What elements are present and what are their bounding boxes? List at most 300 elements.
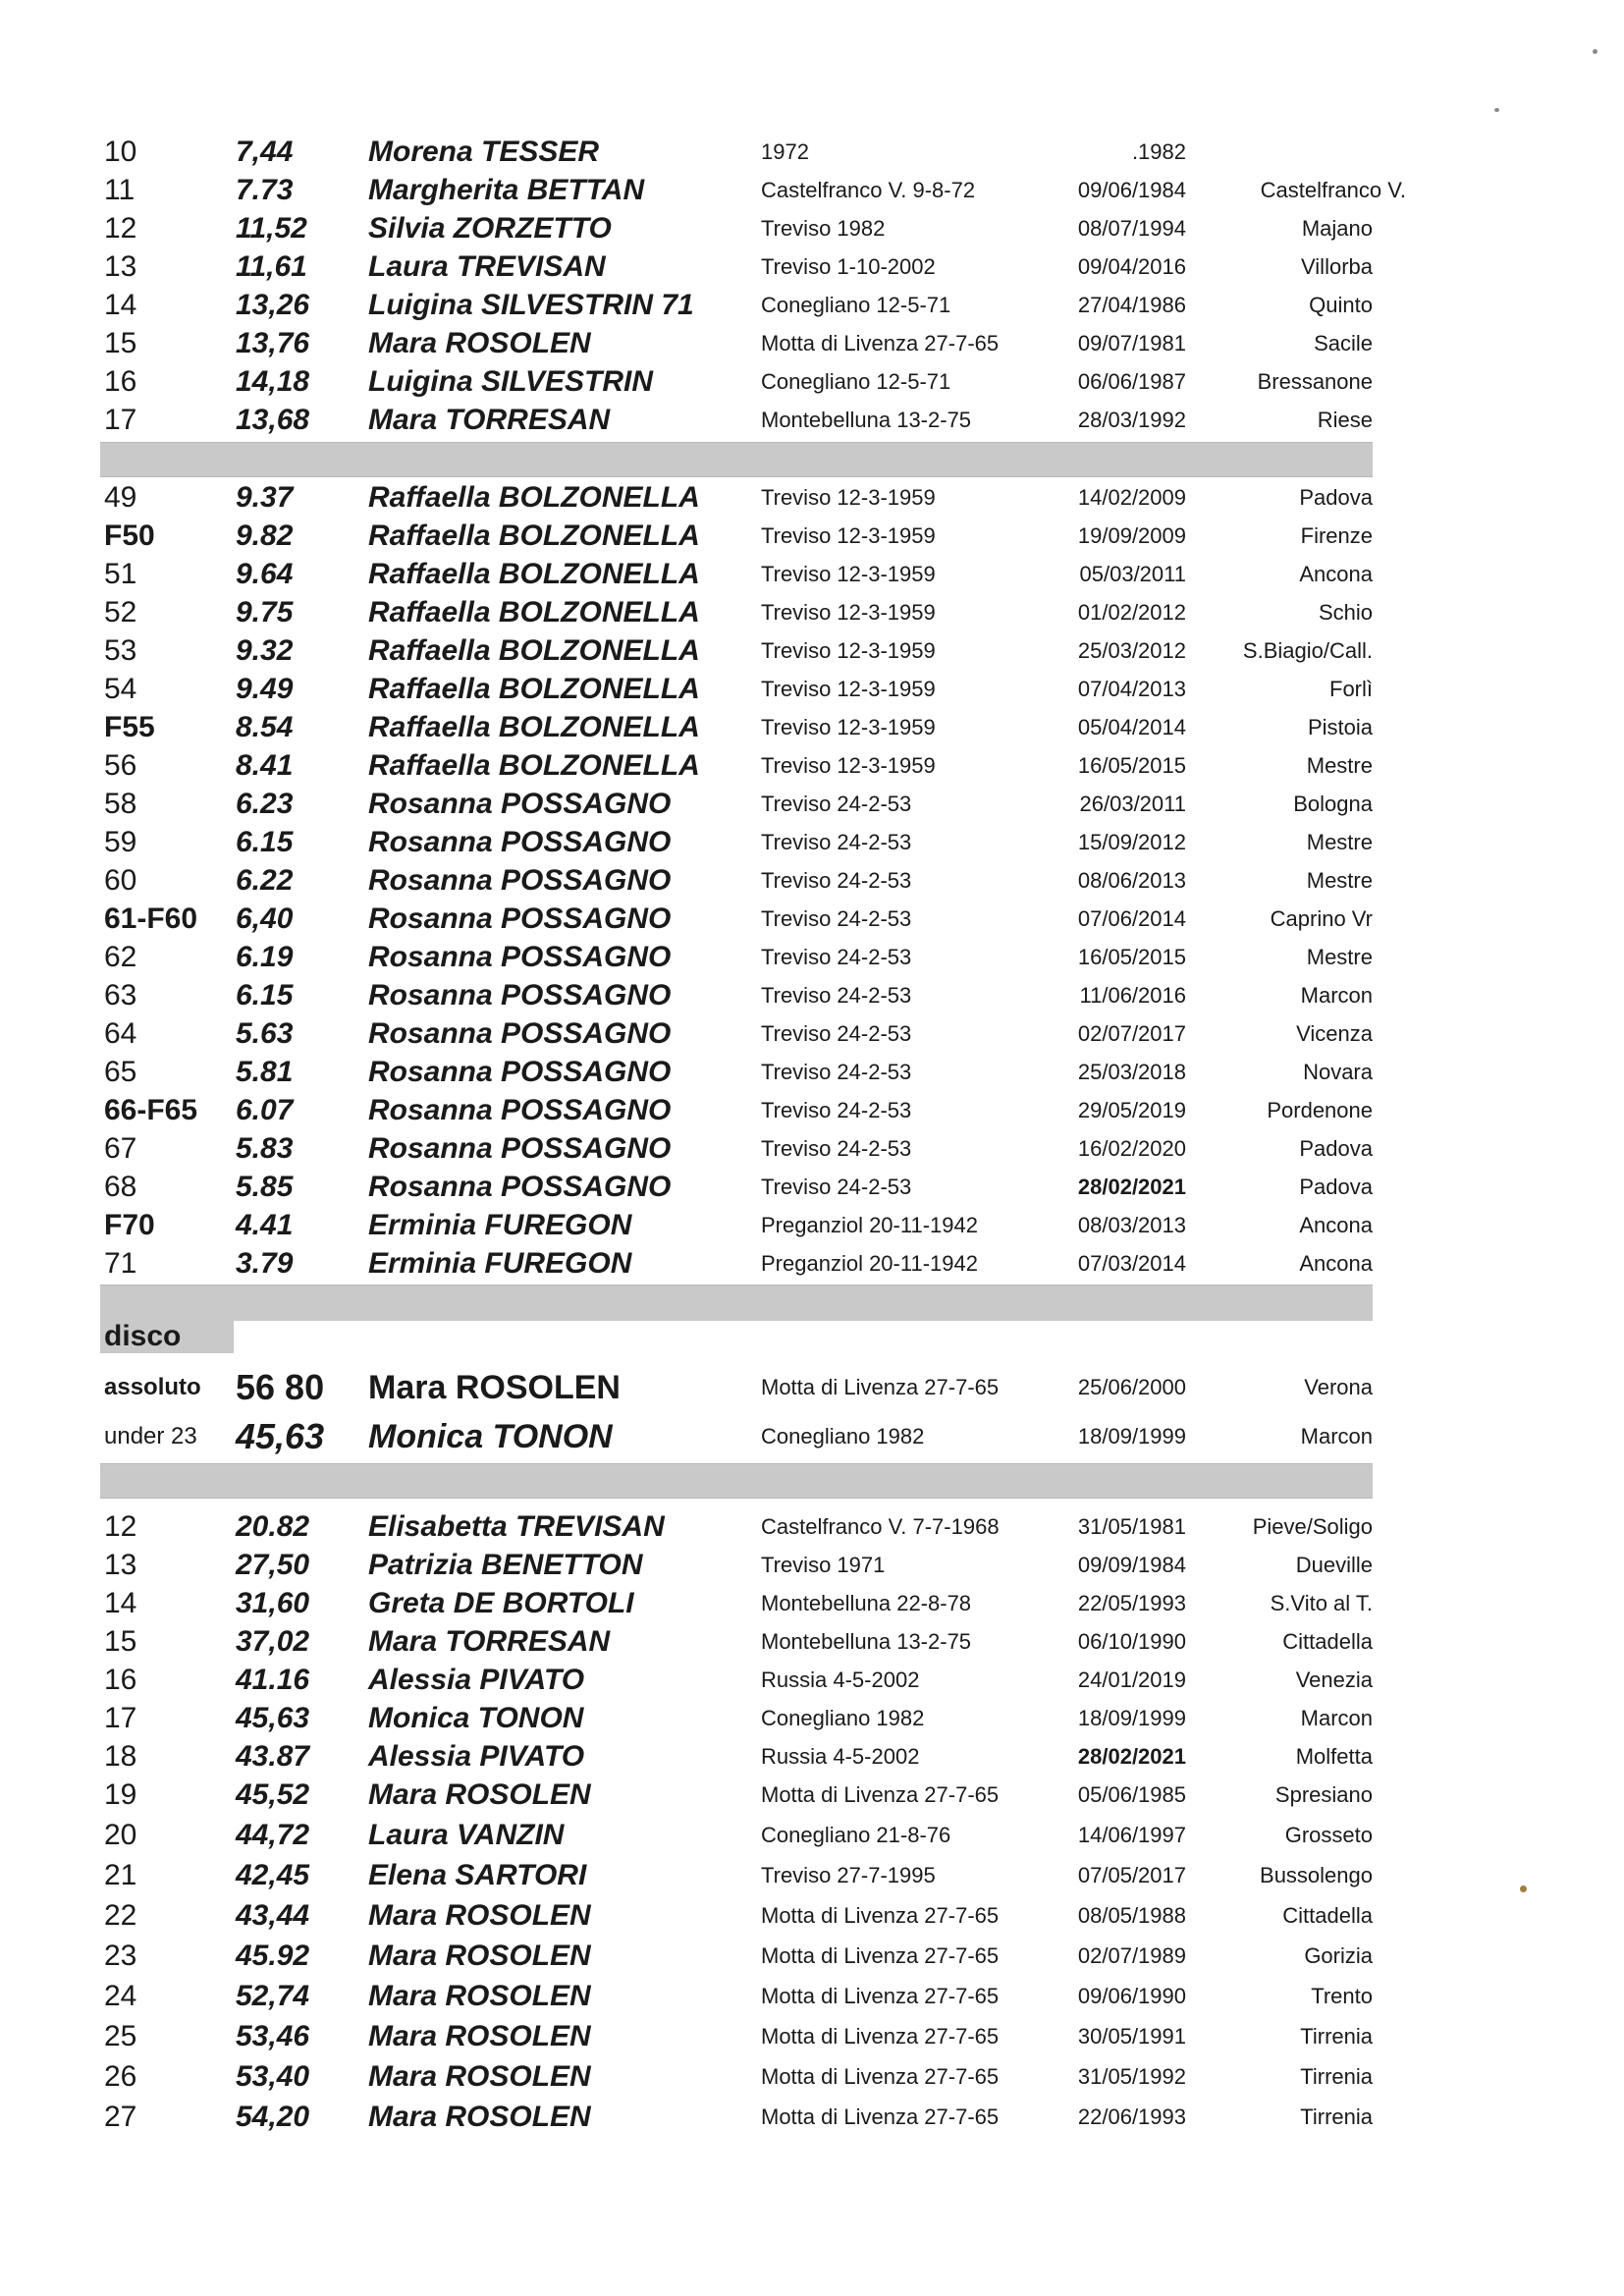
birth-info: Treviso 12-3-1959 [761,523,936,548]
record-place: Gorizia [1304,1943,1373,1968]
athlete-name: Elena SARTORI [368,1859,587,1891]
category: 68 [104,1171,137,1203]
table-row [98,287,1375,324]
athlete-name: Rosanna POSSAGNO [368,864,672,897]
record-place: Cittadella [1282,1903,1373,1928]
record-place: Mestre [1306,753,1373,778]
record-date: 06/06/1987 [1077,369,1186,394]
athlete-name: Rosanna POSSAGNO [368,902,672,935]
table-row [98,2058,1375,2096]
birth-info: Motta di Livenza 27-7-65 [761,2064,1000,2089]
mark: 6.19 [236,941,294,973]
category: under 23 [104,1423,197,1449]
birth-info: Motta di Livenza 27-7-65 [761,1943,1000,1968]
record-place: Quinto [1309,293,1373,317]
mark: 53,46 [236,2020,310,2052]
record-place: Vicenza [1296,1021,1373,1046]
record-date: 09/07/1981 [1077,331,1186,355]
birth-info: Conegliano 1982 [761,1424,925,1449]
record-date: 09/06/1984 [1077,178,1186,202]
record-date: 16/02/2020 [1077,1136,1186,1161]
record-date: 28/02/2021 [1077,1744,1186,1769]
athlete-name: Raffaella BOLZONELLA [368,749,700,782]
category: 54 [104,673,137,705]
category: 19 [104,1778,137,1811]
table-row [98,2099,1375,2136]
record-place: Mestre [1306,945,1373,969]
birth-info: Treviso 24-2-53 [761,945,912,969]
birth-info: Treviso 27-7-1995 [761,1863,936,1887]
record-date: 14/06/1997 [1077,1823,1186,1847]
table-row [98,824,1375,861]
athlete-name: Rosanna POSSAGNO [368,1056,672,1088]
birth-info: Treviso 24-2-53 [761,830,912,854]
birth-info: Treviso 12-3-1959 [761,562,936,586]
record-place: Mestre [1306,868,1373,893]
athlete-name: Rosanna POSSAGNO [368,1094,672,1126]
birth-info: Treviso 24-2-53 [761,906,912,931]
record-place: Tirrenia [1300,2024,1373,2049]
category: 16 [104,1664,137,1696]
table-row [98,1777,1375,1814]
table-row [98,518,1375,555]
category: 23 [104,1940,137,1972]
table-row [98,1817,1375,1854]
table-row [98,325,1375,362]
table-row [98,1897,1375,1935]
record-place: Cittadella [1282,1629,1373,1654]
birth-info: Castelfranco V. 9-8-72 [761,178,976,202]
table-row [98,556,1375,593]
scan-speck [1520,1886,1527,1892]
category: 53 [104,634,137,667]
record-place: Caprino Vr [1270,906,1373,931]
record-date: 25/06/2000 [1077,1375,1186,1399]
table-row [98,2018,1375,2055]
mark: 7,44 [236,136,294,168]
table-row [98,1623,1375,1661]
mark: 9.64 [236,558,294,590]
record-place: Tirrenia [1300,2064,1373,2089]
category: 60 [104,864,137,897]
record-place: Marcon [1300,1706,1373,1730]
record-date: 01/02/2012 [1077,600,1186,625]
birth-info: Conegliano 1982 [761,1706,925,1730]
record-date: 31/05/1992 [1077,2064,1186,2089]
mark: 8.41 [236,749,294,782]
record-place: Sacile [1314,331,1373,355]
mark: 3.79 [236,1247,294,1280]
record-date: 11/06/2016 [1079,983,1186,1008]
mark: 6.15 [236,826,294,858]
birth-info: Treviso 24-2-53 [761,983,912,1008]
record-place: Pordenone [1267,1098,1373,1122]
mark: 42,45 [236,1859,310,1891]
record-date: 25/03/2018 [1077,1060,1186,1084]
birth-info: Treviso 12-3-1959 [761,753,936,778]
birth-info: Treviso 24-2-53 [761,868,912,893]
table-row [98,747,1375,785]
record-date: 22/05/1993 [1077,1591,1186,1615]
record-place: Bologna [1293,792,1373,816]
birth-info: Conegliano 21-8-76 [761,1823,951,1847]
table-row [98,1092,1375,1129]
record-date: 09/04/2016 [1077,254,1186,279]
athlete-name: Raffaella BOLZONELLA [368,519,700,552]
birth-info: Motta di Livenza 27-7-65 [761,1375,1000,1399]
mark: 6.15 [236,979,294,1011]
record-date: .1982 [1131,139,1186,164]
mark: 6,40 [236,902,294,935]
record-date: 31/05/1981 [1077,1514,1186,1539]
table-row [98,1369,1375,1406]
category: 24 [104,1980,137,2012]
table-row [98,632,1375,670]
record-place: Dueville [1295,1553,1373,1577]
athlete-name: Mara ROSOLEN [368,327,591,359]
table-row [98,1738,1375,1776]
athlete-name: Rosanna POSSAGNO [368,1017,672,1050]
table-row [98,1857,1375,1894]
birth-info: Motta di Livenza 27-7-65 [761,1984,1000,2008]
record-date: 29/05/2019 [1077,1098,1186,1122]
athlete-name: Luigina SILVESTRIN [368,365,654,398]
table-row [98,1585,1375,1622]
athlete-name: Raffaella BOLZONELLA [368,596,700,629]
record-date: 18/09/1999 [1077,1424,1186,1449]
record-date: 07/05/2017 [1077,1863,1186,1887]
record-place: Venezia [1295,1667,1373,1692]
birth-info: Montebelluna 13-2-75 [761,408,972,432]
record-date: 14/02/2009 [1077,485,1186,510]
record-date: 07/03/2014 [1077,1251,1186,1276]
birth-info: Motta di Livenza 27-7-65 [761,331,1000,355]
athlete-name: Raffaella BOLZONELLA [368,673,700,705]
record-date: 09/06/1990 [1077,1984,1186,2008]
record-place: Pistoia [1307,715,1373,739]
disco-section-header [100,1285,1373,1353]
birth-info: Motta di Livenza 27-7-65 [761,1782,1000,1807]
category: 26 [104,2060,137,2093]
birth-info: Treviso 12-3-1959 [761,485,936,510]
record-place: Padova [1299,1175,1373,1199]
athlete-name: Raffaella BOLZONELLA [368,711,700,743]
record-place: Verona [1304,1375,1373,1399]
mark: 44,72 [236,1819,310,1851]
record-date: 28/03/1992 [1077,408,1186,432]
mark: 9.82 [236,519,294,552]
category: 15 [104,1625,137,1658]
record-date: 08/06/2013 [1077,868,1186,893]
athlete-name: Rosanna POSSAGNO [368,979,672,1011]
category: 59 [104,826,137,858]
category: 13 [104,1549,137,1581]
birth-info: Treviso 24-2-53 [761,1175,912,1199]
category: 71 [104,1247,137,1280]
category: 62 [104,941,137,973]
category: 14 [104,289,137,321]
record-date: 09/09/1984 [1077,1553,1186,1577]
record-place: Majano [1301,216,1373,241]
mark: 52,74 [236,1980,310,2012]
category: F50 [104,519,155,552]
mark: 9.32 [236,634,294,667]
table-row [98,210,1375,247]
category: 51 [104,558,137,590]
scan-speck [1494,108,1499,112]
mark: 54,20 [236,2101,310,2133]
record-date: 08/07/1994 [1077,216,1186,241]
record-date: 05/04/2014 [1077,715,1186,739]
record-place: Riese [1317,408,1373,432]
category: 61-F60 [104,902,198,935]
athlete-name: Elisabetta TREVISAN [368,1510,665,1543]
athlete-name: Mara ROSOLEN [368,1369,621,1406]
mark: 31,60 [236,1587,310,1619]
category: 63 [104,979,137,1011]
athlete-name: Rosanna POSSAGNO [368,1132,672,1165]
table-row [98,1700,1375,1737]
mark: 20.82 [236,1510,310,1543]
record-place: Grosseto [1284,1823,1373,1847]
record-date: 24/01/2019 [1077,1667,1186,1692]
athlete-name: Erminia FUREGON [368,1247,632,1280]
category: 12 [104,212,137,245]
record-date: 05/06/1985 [1077,1782,1186,1807]
category: 49 [104,481,137,514]
athlete-name: Monica TONON [368,1702,584,1734]
record-place: S.Vito al T. [1270,1591,1373,1615]
birth-info: Castelfranco V. 7-7-1968 [761,1514,1000,1539]
category: 15 [104,327,137,359]
athlete-name: Rosanna POSSAGNO [368,941,672,973]
category: 65 [104,1056,137,1088]
record-place: Padova [1299,485,1373,510]
category: 17 [104,404,137,436]
record-date: 08/03/2013 [1077,1213,1186,1237]
category: 27 [104,2101,137,2133]
mark: 13,76 [236,327,310,359]
record-place: Marcon [1300,1424,1373,1449]
table-row [98,1015,1375,1053]
record-place: Molfetta [1295,1744,1373,1769]
birth-info: Motta di Livenza 27-7-65 [761,2024,1000,2049]
mark: 14,18 [236,365,310,398]
birth-info: Treviso 12-3-1959 [761,638,936,663]
record-place: Marcon [1300,983,1373,1008]
table-row [98,594,1375,631]
record-place: Villorba [1301,254,1373,279]
table-row [98,709,1375,746]
birth-info: Motta di Livenza 27-7-65 [761,1903,1000,1928]
athlete-name: Mara TORRESAN [368,1625,611,1658]
athlete-name: Alessia PIVATO [368,1740,585,1773]
table-row [98,363,1375,401]
athlete-name: Mara ROSOLEN [368,2020,591,2052]
table-row [98,248,1375,286]
athlete-name: Monica TONON [368,1418,613,1455]
athlete-name: Erminia FUREGON [368,1209,632,1241]
section-divider [100,1285,1373,1321]
record-date: 07/04/2013 [1077,677,1186,701]
birth-info: Treviso 12-3-1959 [761,677,936,701]
record-place: Bussolengo [1260,1863,1373,1887]
mark: 45,63 [236,1702,310,1734]
section-divider [100,442,1373,477]
athlete-name: Morena TESSER [368,136,600,168]
mark: 45,63 [236,1416,325,1456]
mark: 37,02 [236,1625,310,1658]
birth-info: Conegliano 12-5-71 [761,369,951,394]
birth-info: Russia 4-5-2002 [761,1744,920,1769]
table-row [98,1245,1375,1283]
record-date: 27/04/1986 [1077,293,1186,317]
category: 58 [104,788,137,820]
athlete-name: Mara ROSOLEN [368,2101,591,2133]
category: 20 [104,1819,137,1851]
birth-info: Treviso 24-2-53 [761,1021,912,1046]
birth-info: Preganziol 20-11-1942 [761,1213,978,1237]
record-place: Schio [1318,600,1373,625]
birth-info: Treviso 24-2-53 [761,1098,912,1122]
athlete-name: Mara TORRESAN [368,404,611,436]
table-row [98,786,1375,823]
record-date: 28/02/2021 [1077,1175,1186,1199]
birth-info: Montebelluna 13-2-75 [761,1629,972,1654]
table-row [98,134,1375,171]
birth-info: Treviso 24-2-53 [761,1136,912,1161]
mark: 5.63 [236,1017,294,1050]
athlete-name: Alessia PIVATO [368,1664,585,1696]
record-place: Padova [1299,1136,1373,1161]
birth-info: Motta di Livenza 27-7-65 [761,2105,1000,2129]
birth-info: Treviso 1982 [761,216,886,241]
category: 64 [104,1017,137,1050]
record-place: Pieve/Soligo [1252,1514,1373,1539]
scan-speck [1593,49,1597,54]
athlete-name: Patrizia BENETTON [368,1549,643,1581]
athlete-name: Laura TREVISAN [368,250,606,283]
category: 10 [104,136,137,168]
athlete-name: Laura VANZIN [368,1819,565,1851]
category: 67 [104,1132,137,1165]
record-date: 15/09/2012 [1077,830,1186,854]
record-place: Trento [1311,1984,1373,2008]
record-date: 19/09/2009 [1077,523,1186,548]
table-row [98,1978,1375,2015]
athlete-name: Mara ROSOLEN [368,1940,591,1972]
birth-info: Treviso 12-3-1959 [761,715,936,739]
birth-info: Treviso 12-3-1959 [761,600,936,625]
mark: 8.54 [236,711,294,743]
athlete-name: Silvia ZORZETTO [368,212,612,245]
table-row [98,1207,1375,1244]
category: 18 [104,1740,137,1773]
table-row [98,939,1375,976]
mark: 7.73 [236,174,294,206]
birth-info: 1972 [761,139,809,164]
record-place: Ancona [1299,562,1373,586]
record-date: 22/06/1993 [1077,2105,1186,2129]
record-date: 26/03/2011 [1079,792,1186,816]
athlete-name: Raffaella BOLZONELLA [368,634,700,667]
athlete-name: Raffaella BOLZONELLA [368,558,700,590]
table-row [98,1508,1375,1546]
birth-info: Treviso 1-10-2002 [761,254,936,279]
record-place: Ancona [1299,1251,1373,1276]
athlete-name: Mara ROSOLEN [368,1778,591,1811]
record-date: 18/09/1999 [1077,1706,1186,1730]
record-date: 08/05/1988 [1077,1903,1186,1928]
category: 12 [104,1510,137,1543]
mark: 6.07 [236,1094,294,1126]
mark: 45,52 [236,1778,310,1811]
category: assoluto [104,1374,201,1400]
athlete-name: Luigina SILVESTRIN 71 [368,289,694,321]
record-date: 30/05/1991 [1077,2024,1186,2049]
mark: 53,40 [236,2060,310,2093]
record-place: Firenze [1300,523,1373,548]
record-place: Tirrenia [1300,2105,1373,2129]
mark: 5.83 [236,1132,294,1165]
birth-info: Treviso 24-2-53 [761,792,912,816]
category: 16 [104,365,137,398]
record-place: Ancona [1299,1213,1373,1237]
mark: 41.16 [236,1664,310,1696]
birth-info: Conegliano 12-5-71 [761,293,951,317]
table-row [98,901,1375,938]
category: 13 [104,250,137,283]
athlete-name: Margherita BETTAN [368,174,645,206]
mark: 6.22 [236,864,294,897]
category: 52 [104,596,137,629]
table-row [98,1547,1375,1584]
table-row [98,1169,1375,1206]
record-date: 05/03/2011 [1079,562,1186,586]
birth-info: Preganziol 20-11-1942 [761,1251,978,1276]
category: 22 [104,1899,137,1932]
athlete-name: Raffaella BOLZONELLA [368,481,700,514]
mark: 9.49 [236,673,294,705]
category: F55 [104,711,155,743]
table-row [98,1054,1375,1091]
mark: 4.41 [236,1209,294,1241]
record-place: Mestre [1306,830,1373,854]
athlete-name: Mara ROSOLEN [368,1899,591,1932]
mark: 56 80 [236,1367,325,1407]
record-date: 02/07/2017 [1077,1021,1186,1046]
section-title: disco [104,1320,182,1352]
category: 66-F65 [104,1094,198,1126]
birth-info: Montebelluna 22-8-78 [761,1591,972,1615]
mark: 43.87 [236,1740,310,1773]
table-row [98,1130,1375,1168]
record-date: 25/03/2012 [1077,638,1186,663]
table-row [98,172,1406,209]
category: 17 [104,1702,137,1734]
record-date: 02/07/1989 [1077,1943,1186,1968]
record-date: 07/06/2014 [1077,906,1186,931]
table-row [98,479,1375,517]
record-place: Forlì [1329,677,1373,701]
mark: 43,44 [236,1899,310,1932]
athlete-name: Rosanna POSSAGNO [368,1171,672,1203]
athlete-name: Greta DE BORTOLI [368,1587,634,1619]
birth-info: Treviso 24-2-53 [761,1060,912,1084]
category: 21 [104,1859,137,1891]
mark: 13,26 [236,289,310,321]
mark: 45.92 [236,1940,310,1972]
